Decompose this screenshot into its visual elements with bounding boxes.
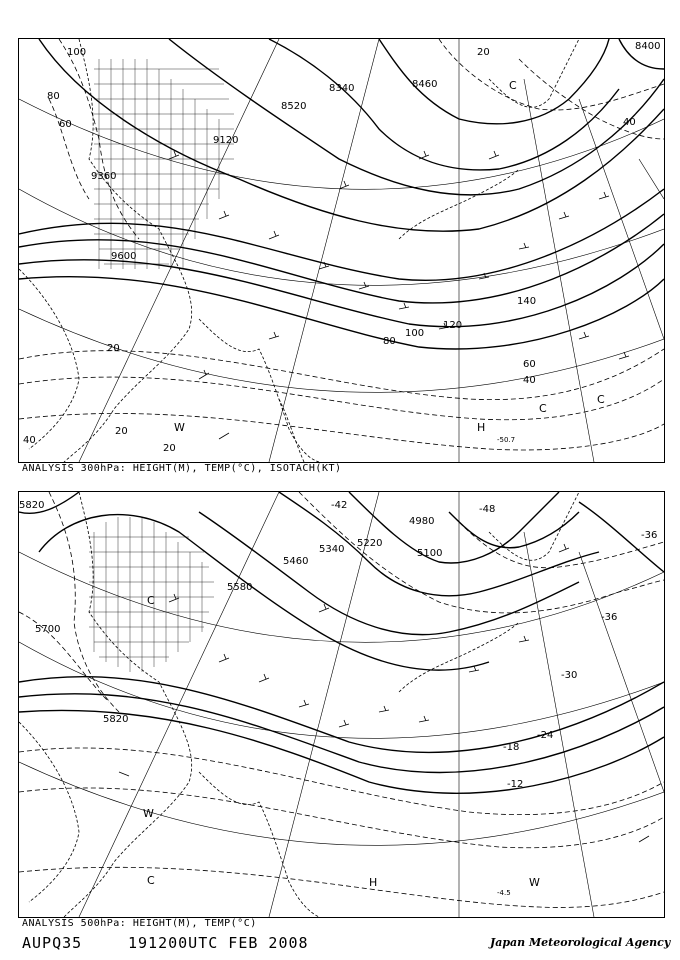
isotach-label: 100 [405,328,425,339]
isotach-label: 60 [523,359,536,370]
isotherm-label: -42 [331,500,348,511]
isotherm-label: -36 [601,612,618,623]
caption-500hpa: ANALYSIS 500hPa: HEIGHT(M), TEMP(°C) [22,918,257,929]
cold-center-label: C [147,594,155,607]
isotach-label: 80 [383,336,396,347]
isotherm-label: -18 [503,742,520,753]
temperature-value: -4.5 [497,889,511,897]
warm-center-label: W [143,807,154,820]
cold-center-label: C [147,874,155,887]
isotach-label: 20 [477,47,490,58]
isotherm-label: -48 [479,504,496,515]
warm-center-label: W [529,876,540,889]
caption-300hpa: ANALYSIS 300hPa: HEIGHT(M), TEMP(°C), ISOTACH(KT) [22,463,342,474]
height-label: 8520 [281,101,307,112]
meridian-lines [79,39,664,462]
height-label: 9120 [213,135,239,146]
map-300hpa-svg [19,39,664,462]
product-code: AUPQ35 [22,934,83,952]
isotach-label: 120 [443,320,463,331]
cold-center-label: C [597,393,605,406]
hatch-region [94,59,234,269]
height-label: 5460 [283,556,309,567]
isotherm-label: -12 [507,779,524,790]
height-label: 5580 [227,582,253,593]
isotherm-label: -36 [641,530,658,541]
isotherm-label: -24 [537,730,554,741]
height-label: 8400 [635,41,661,52]
agency-name: Japan Meteorological Agency [490,936,671,949]
valid-time: 191200UTC FEB 2008 [128,934,309,952]
height-label: 4980 [409,516,435,527]
isotach-label: 20 [115,426,128,437]
isotach-label: 100 [67,47,87,58]
latitude-lines [19,552,664,845]
map-panel-300hpa [18,38,665,463]
map-panel-500hpa [18,491,665,918]
height-label: 8340 [329,83,355,94]
isotach-label: 20 [163,443,176,454]
height-label: 9360 [91,171,117,182]
isotach-label: 40 [623,117,636,128]
warm-center-label: W [174,421,185,434]
isotach-label: 80 [47,91,60,102]
height-label: 5220 [357,538,383,549]
height-label: 5700 [35,624,61,635]
temperature-value: -50.7 [497,436,516,444]
height-label: 5100 [417,548,443,559]
isotach-label: 20 [107,343,120,354]
isotach-label: 140 [517,296,537,307]
center-labels [174,79,605,434]
meridian-lines [79,492,664,917]
high-center-label: H [369,876,378,889]
high-center-label: H [477,421,486,434]
height-label: 5820 [19,500,45,511]
isotherm-label: -30 [561,670,578,681]
isotach-label: 60 [59,119,72,130]
wind-barbs [169,151,629,439]
isotach-label: 40 [523,375,536,386]
height-label: 9600 [111,251,137,262]
height-label: 5820 [103,714,129,725]
map-500hpa-svg [19,492,664,917]
cold-center-label: C [539,402,547,415]
isotach-label: 40 [23,435,36,446]
height-label: 5340 [319,544,345,555]
cold-center-label: C [509,79,517,92]
height-label: 8460 [412,79,438,90]
